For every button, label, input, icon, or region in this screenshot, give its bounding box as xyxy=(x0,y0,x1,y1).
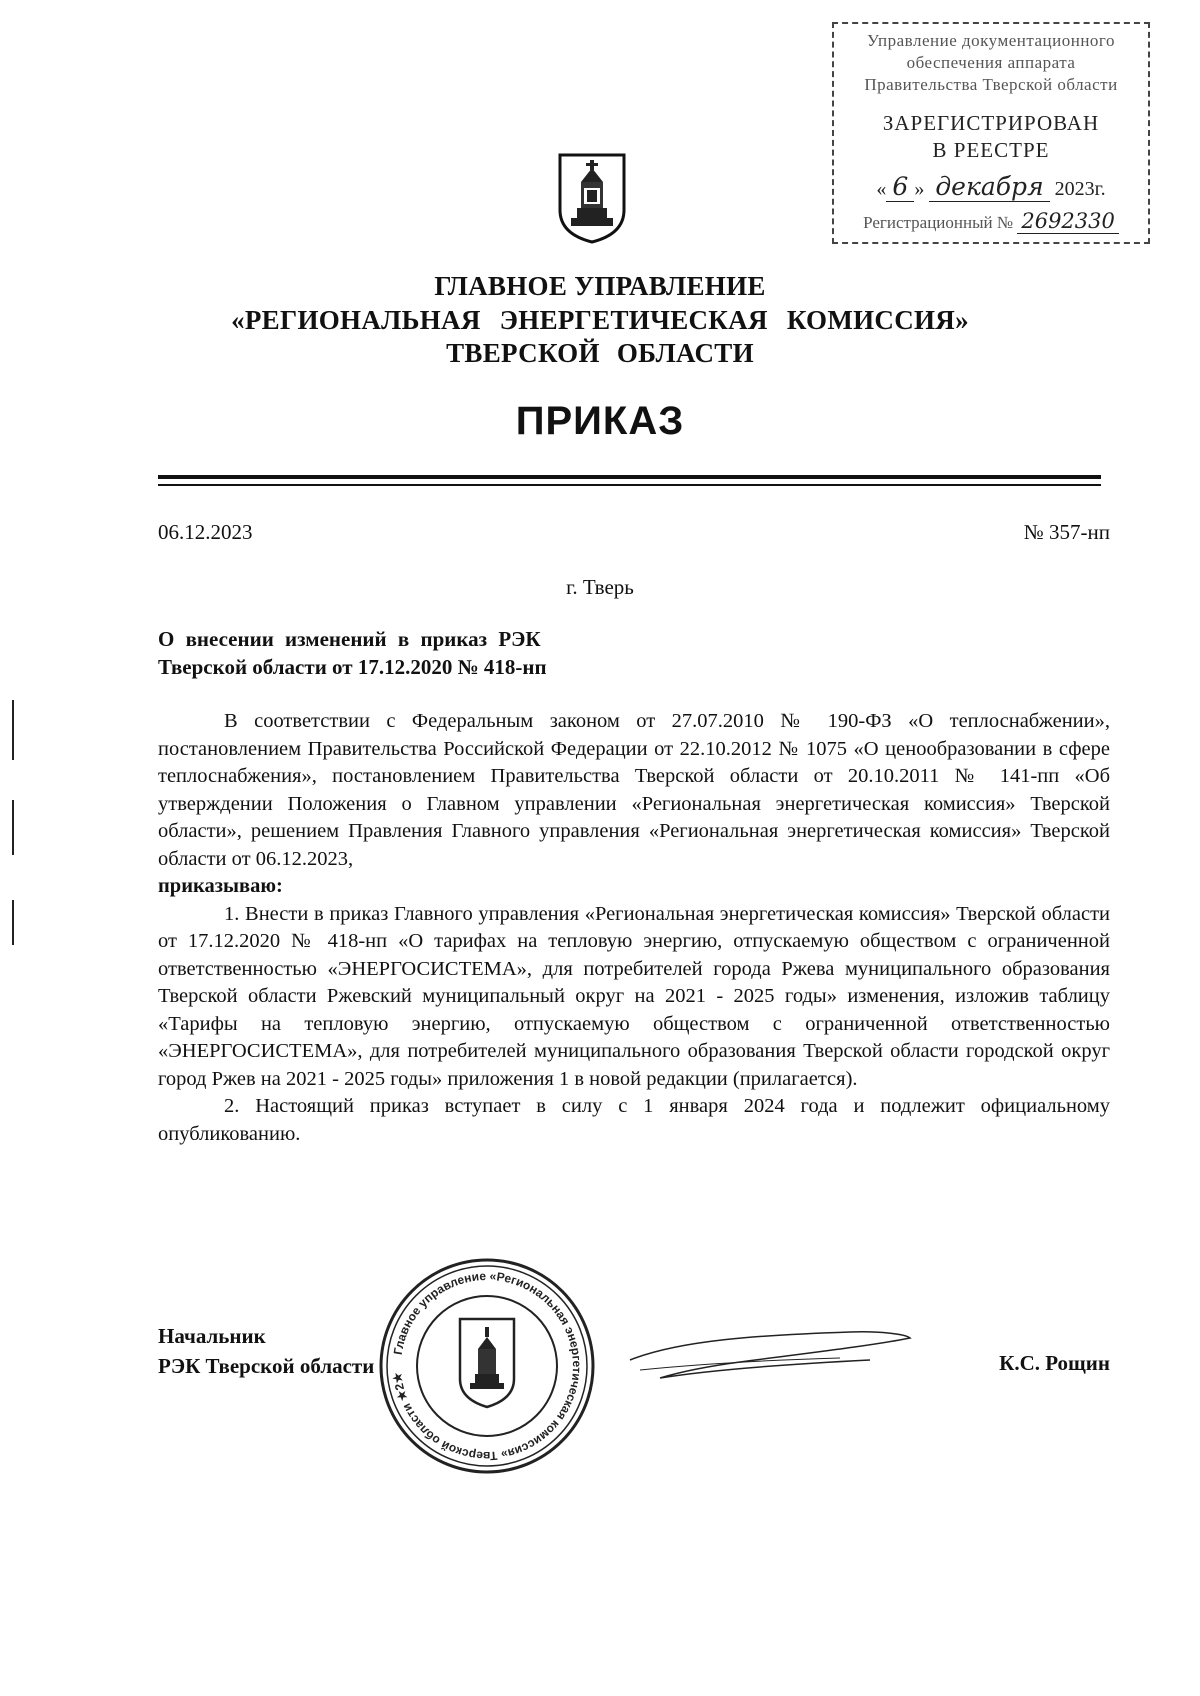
stamp-line-3: Правительства Тверской области xyxy=(864,75,1118,94)
order-body xyxy=(158,708,1110,1148)
header-line-1: ГЛАВНОЕ УПРАВЛЕНИЕ xyxy=(434,271,766,301)
header-line-3: ТВЕРСКОЙ ОБЛАСТИ xyxy=(446,338,754,368)
order-number: № 357-нп xyxy=(1023,520,1110,544)
scan-edge-mark xyxy=(12,800,14,855)
coat-of-arms-icon xyxy=(557,152,627,244)
order-city: г. Тверь xyxy=(566,575,634,599)
preamble-paragraph: В соответствии с Федеральным законом от 27.07.2010 № 190-ФЗ «О теплоснабжении», постановлением Правительства Российской Федерации от 22.10.2012 № 1075 «О ценообразовании в сфере теплоснабжения», постановлением Правительства Тверской области от 20.10.2011 № 141-пп «Об утверждении Положения о Главном управлении «Региональная энергетическая комиссия» Тверской области», решением Правления Главного управления «Региональная энергетическая комиссия» Тверской области от 06.12.2023, xyxy=(158,710,1110,870)
order-date: 06.12.2023 xyxy=(158,520,253,544)
stamp-status-2: В РЕЕСТРЕ xyxy=(932,138,1050,162)
stamp-line-1: Управление документационного xyxy=(867,31,1115,50)
scan-edge-mark xyxy=(12,900,14,945)
signatory-title-line-2: РЭК Тверской области xyxy=(158,1354,375,1378)
stamp-reg-number-value: 2692330 xyxy=(1017,209,1119,234)
subject-line-1: О внесении изменений в приказ РЭК xyxy=(158,627,541,651)
stamp-date: « 6 » декабря 2023г. xyxy=(876,172,1106,201)
handwritten-signature xyxy=(620,1320,920,1400)
signatory-name: К.С. Рощин xyxy=(999,1351,1110,1375)
order-item-1: 1. Внести в приказ Главного управления «Региональная энергетическая комиссия» Тверской области от 17.12.2020 № 418-нп «О тарифах на тепловую энергию, отпускаемую обществом с ограниченной ответственностью «ЭНЕРГОСИСТЕМА», для потребителей города Ржева муниципального образования Тверской области Ржевский муниципальный округ на 2021 - 2025 годы» изменения, изложив таблицу «Тарифы на тепловую энергию, отпускаемую обществом с ограниченной ответственностью «ЭНЕРГОСИСТЕМА», для потребителей муниципального образования Тверской области городской округ город Ржев на 2021 - 2025 годы» приложения 1 в новой редакции (прилагается). xyxy=(158,902,1110,1090)
divider-thick xyxy=(158,475,1101,479)
official-seal-stamp xyxy=(378,1257,596,1475)
order-item-2: 2. Настоящий приказ вступает в силу с 1 января 2024 года и подлежит официальному опубликованию. xyxy=(158,1095,1110,1145)
order-subject xyxy=(158,625,547,681)
stamp-date-month: декабря xyxy=(929,172,1049,202)
stamp-date-year: 2023 xyxy=(1054,178,1095,200)
order-word: приказываю: xyxy=(158,875,283,897)
signatory-title-line-1: Начальник xyxy=(158,1324,266,1348)
stamp-line-2: обеспечения аппарата xyxy=(906,53,1076,72)
stamp-reg-number xyxy=(834,209,1148,233)
stamp-reg-number-label: Регистрационный № xyxy=(863,213,1014,232)
scan-edge-mark xyxy=(12,700,14,760)
divider-thin xyxy=(158,484,1101,486)
document-type: ПРИКАЗ xyxy=(515,399,685,443)
subject-line-2: Тверской области от 17.12.2020 № 418-нп xyxy=(158,655,547,679)
stamp-status-1: ЗАРЕГИСТРИРОВАН xyxy=(882,111,1100,135)
svg-text:Главное управление «Региональн: Главное управление «Региональная энергетическая комиссия» Тверской области ★2★ xyxy=(390,1268,585,1464)
registration-stamp xyxy=(832,22,1150,244)
stamp-date-day: 6 xyxy=(886,172,914,202)
header-line-2: «РЕГИОНАЛЬНАЯ ЭНЕРГЕТИЧЕСКАЯ КОМИССИЯ» xyxy=(231,305,969,335)
stamp-date-suffix: г. xyxy=(1094,178,1106,200)
signatory-title xyxy=(158,1321,374,1381)
